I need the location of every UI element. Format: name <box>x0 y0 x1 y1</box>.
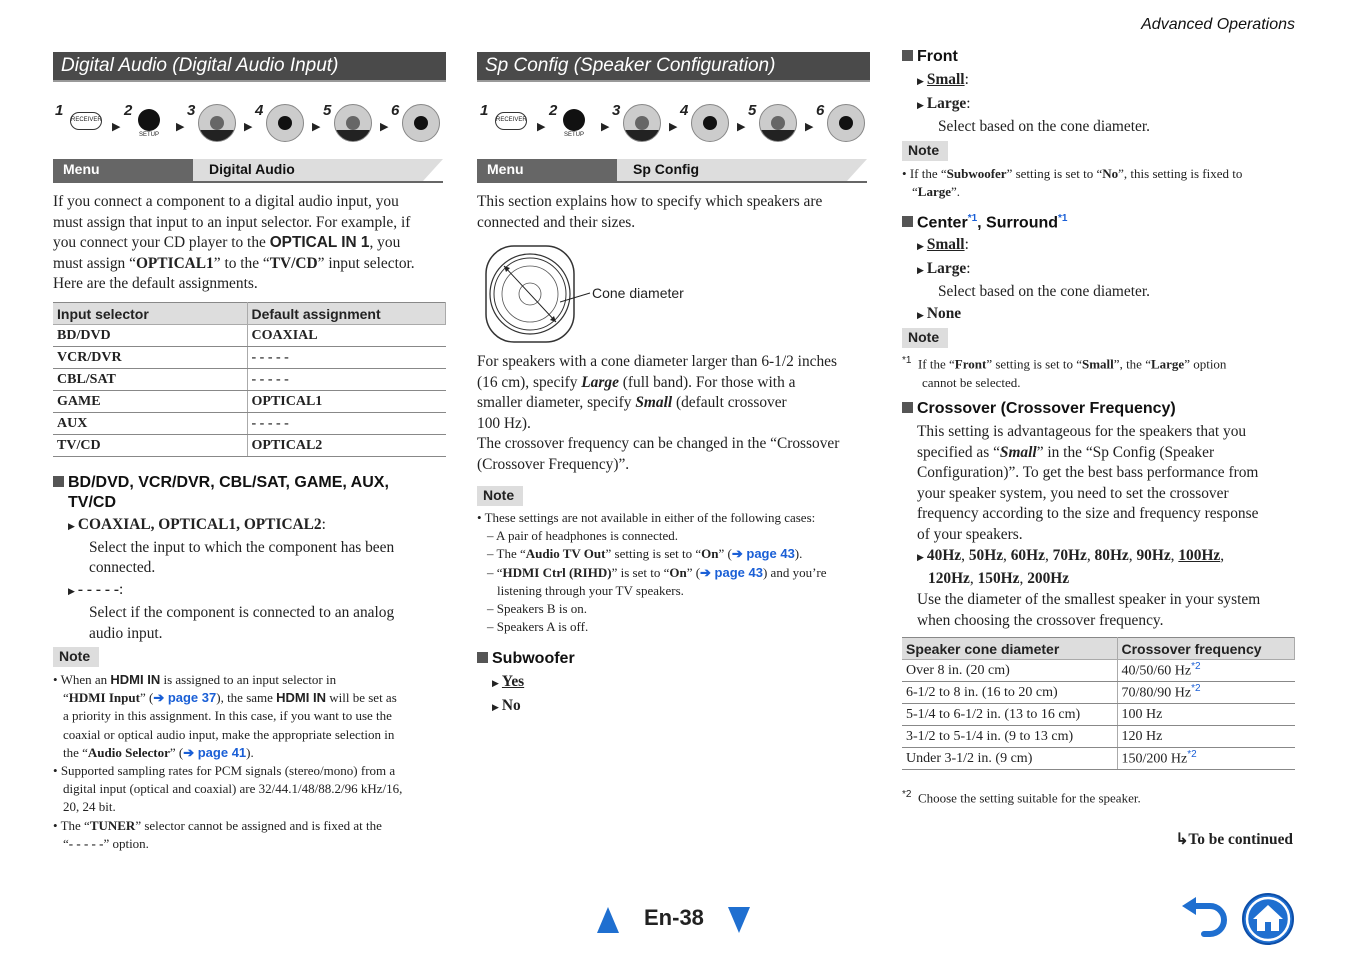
setup-button-icon <box>138 109 160 131</box>
arrow-right-icon: ▶ <box>380 120 389 133</box>
note-list-digital-audio: • When an HDMI IN is assigned to an input selector in “HDMI Input” (➔ page 37), the same HDMI IN will be set as a priority in this assignment. In this case, if you want to use the coaxial or optical audio input, make the appropriate selection in the “Audio Selector” (➔ page 41). • Supported sampling rates for PCM signals (stereo/mono) from a digital input (optical and coaxial) are 32/44.1/48/88.2/96 kHz/16, 20, 24 bit. • The “TUNER” selector cannot be assigned and is fixed at the “- - - - -” option. <box>53 672 403 851</box>
center-footnote: $^{*1}$ If the “Front” setting is set to “Small”, the “Large” option cannot be selected. <box>902 355 1227 390</box>
home-icon[interactable] <box>1241 892 1295 946</box>
table-row: GAME OPTICAL1 <box>53 391 446 413</box>
page-link[interactable]: ➔ page 41 <box>183 744 247 760</box>
table-row: VCR/DVR - - - - - <box>53 347 446 369</box>
step-number: 6 <box>391 102 400 119</box>
step-number: 4 <box>680 102 689 119</box>
step-number: 5 <box>323 102 332 119</box>
note-list-sp-config: • These settings are not available in either of the following cases: – A pair of headphones is connected. – The “Audio TV Out” setting is set to “On” (➔ page 43). – “HDMI Ctrl (RIHD)” is set to “On” (➔ page 43) and you’re listening through your TV speakers. – Speakers B is on. – Speakers A is off. <box>477 510 827 635</box>
steps-sp-config <box>480 102 870 142</box>
front-heading: Front <box>902 48 958 66</box>
table-row: 5-1/4 to 6-1/2 in. (13 to 16 cm) 100 Hz <box>902 704 1295 726</box>
arrow-right-icon: ▶ <box>244 120 253 133</box>
page-link[interactable]: ➔ page 37 <box>153 690 217 706</box>
square-bullet-icon <box>902 216 913 227</box>
arrow-right-icon: ▶ <box>537 120 546 133</box>
menu-path-sp-config <box>477 159 867 183</box>
table-row: TV/CD OPTICAL2 <box>53 435 446 457</box>
note-label: Note <box>902 141 948 161</box>
triangle-bullet-icon: ▶ <box>917 77 924 87</box>
arrow-right-icon: ▶ <box>669 120 678 133</box>
crossover-options: ▶ 40Hz, 50Hz, 60Hz, 70Hz, 80Hz, 90Hz, 100Hz, 120Hz, 150Hz, 200Hz Use the diameter of the smallest speaker in your system when choosing the crossover frequency. <box>917 547 1261 629</box>
table-row: AUX - - - - - <box>53 413 446 435</box>
triangle-bullet-icon: ▶ <box>68 586 75 597</box>
continue-arrow-icon: ↳ <box>1175 831 1189 848</box>
triangle-bullet-icon: ▶ <box>917 310 924 321</box>
square-bullet-icon <box>53 476 64 487</box>
speaker-size-paragraph: For speakers with a cone diameter larger than 6-1/2 inches (16 cm), specify Large (full band). For those with a smaller diameter, specify Small (default crossover 100 Hz). The crossover frequency can be changed in the “Crossover (Crossover Frequency)”. <box>477 353 840 473</box>
setup-label: SETUP <box>564 132 585 138</box>
setup-label: SETUP <box>139 132 160 138</box>
dpad-down-icon <box>334 104 372 142</box>
step-number: 3 <box>612 102 621 119</box>
note-label: Note <box>902 328 948 348</box>
intro-paragraph: If you connect a component to a digital audio input, you must assign that input to an input selector. For example, if you connect your CD player to the OPTICAL IN 1, you must assign “OPTICAL1” to the “TV/CD” input selector. Here are the default assignments. <box>53 193 415 293</box>
table-header-row: Input selector Default assignment <box>53 303 446 325</box>
triangle-bullet-icon: ▶ <box>68 522 75 532</box>
table-row: Over 8 in. (20 cm) 40/50/60 Hz$^{*2}$ <box>902 660 1295 682</box>
table-row: 3-1/2 to 5-1/4 in. (9 to 13 cm) 120 Hz <box>902 726 1295 748</box>
receiver-button-icon: RECEIVER <box>495 112 527 130</box>
arrow-right-icon: ▶ <box>176 120 185 133</box>
triangle-bullet-icon: ▶ <box>917 553 924 563</box>
dpad-down-icon <box>623 104 661 142</box>
note-label: Note <box>477 486 523 506</box>
center-options: ▶ Small: ▶ Large: Select based on the cone diameter. ▶ None <box>917 236 1150 322</box>
page-link[interactable]: ➔ page 43 <box>731 546 795 562</box>
crossover-footnote: $^{*2}$ Choose the setting suitable for the speaker. <box>902 789 1141 806</box>
menu-item: Sp Config <box>617 159 847 181</box>
receiver-button-icon: RECEIVER <box>70 112 102 130</box>
table-row: Under 3-1/2 in. (9 cm) 150/200 Hz$^{*2}$ <box>902 748 1295 770</box>
menu-path-digital-audio <box>53 159 443 183</box>
step-number: 3 <box>187 102 196 119</box>
section-title-digital-audio: Digital Audio (Digital Audio Input) <box>53 52 446 82</box>
next-page-icon[interactable] <box>727 906 751 934</box>
triangle-bullet-icon: ▶ <box>917 100 924 111</box>
dpad-down-icon <box>198 104 236 142</box>
default-assignment-table <box>53 302 446 457</box>
step-number: 5 <box>748 102 757 119</box>
dpad-down-icon <box>759 104 797 142</box>
dpad-enter-icon <box>402 104 440 142</box>
table-row: CBL/SAT - - - - - <box>53 369 446 391</box>
back-icon[interactable] <box>1180 896 1228 938</box>
crossover-heading: Crossover (Crossover Frequency) <box>902 400 1176 418</box>
step-number: 6 <box>816 102 825 119</box>
page-number: En-38 <box>644 905 704 930</box>
dpad-enter-icon <box>827 104 865 142</box>
input-selector-subheading: BD/DVD, VCR/DVR, CBL/SAT, GAME, AUX, TV/CD <box>53 473 448 513</box>
triangle-bullet-icon: ▶ <box>492 679 499 689</box>
menu-label: Menu <box>53 159 193 181</box>
table-header-row: Speaker cone diameter Crossover frequency <box>902 638 1295 660</box>
setup-button-icon <box>563 109 585 131</box>
front-note: • If the “Subwoofer” setting is set to “No”, this setting is fixed to “Large”. <box>902 166 1243 200</box>
square-bullet-icon <box>902 402 913 413</box>
step-number: 2 <box>124 102 133 119</box>
step-number: 2 <box>549 102 558 119</box>
arrow-right-icon: ▶ <box>601 120 610 133</box>
crossover-paragraph: This setting is advantageous for the speakers that you specified as “Small” in the “Sp Config (Speaker Configuration)”. To get the best bass performance from your speaker system, you need to set the crossover frequency according to the size and frequency response of your speakers. <box>917 423 1259 543</box>
triangle-bullet-icon: ▶ <box>492 702 499 713</box>
table-row: BD/DVD COAXIAL <box>53 325 446 347</box>
prev-page-icon[interactable] <box>596 906 620 934</box>
menu-label: Menu <box>477 159 617 181</box>
section-title-sp-config: Sp Config (Speaker Configuration) <box>477 52 870 82</box>
square-bullet-icon <box>477 652 488 663</box>
to-be-continued: ↳To be continued <box>1175 831 1293 848</box>
step-number: 4 <box>255 102 264 119</box>
page-link[interactable]: ➔ page 43 <box>700 564 763 580</box>
front-options: ▶ Small: ▶ Large: Select based on the cone diameter. <box>917 71 1150 136</box>
cone-diameter-label: Cone diameter <box>592 285 684 301</box>
step-number: 1 <box>55 102 64 119</box>
subwoofer-heading: Subwoofer <box>477 650 575 668</box>
dpad-enter-icon <box>691 104 729 142</box>
table-row: 6-1/2 to 8 in. (16 to 20 cm) 70/80/90 Hz$^{*2}$ <box>902 682 1295 704</box>
input-options: ▶ COAXIAL, OPTICAL1, OPTICAL2: Select the input to which the component has been connected. ▶ - - - - -: Select if the component is connected to an analog audio input. <box>68 516 395 642</box>
dpad-enter-icon <box>266 104 304 142</box>
center-surround-heading: Center$^{*1}$, Surround$^{*1}$ <box>902 213 1067 232</box>
arrow-right-icon: ▶ <box>312 120 321 133</box>
crossover-frequency-table <box>902 637 1295 770</box>
note-label: Note <box>53 647 99 667</box>
subwoofer-options: ▶ Yes ▶ No <box>492 673 525 714</box>
step-number: 1 <box>480 102 489 119</box>
menu-item: Digital Audio <box>193 159 423 181</box>
triangle-bullet-icon: ▶ <box>917 242 924 252</box>
arrow-right-icon: ▶ <box>805 120 814 133</box>
running-header: Advanced Operations <box>1141 16 1295 33</box>
steps-digital-audio <box>55 102 445 142</box>
square-bullet-icon <box>902 50 913 61</box>
triangle-bullet-icon: ▶ <box>917 265 924 276</box>
arrow-right-icon: ▶ <box>737 120 746 133</box>
cone-leader-line <box>560 290 592 304</box>
sp-config-intro: This section explains how to specify which speakers are connected and their sizes. <box>477 193 823 231</box>
arrow-right-icon: ▶ <box>112 120 121 133</box>
